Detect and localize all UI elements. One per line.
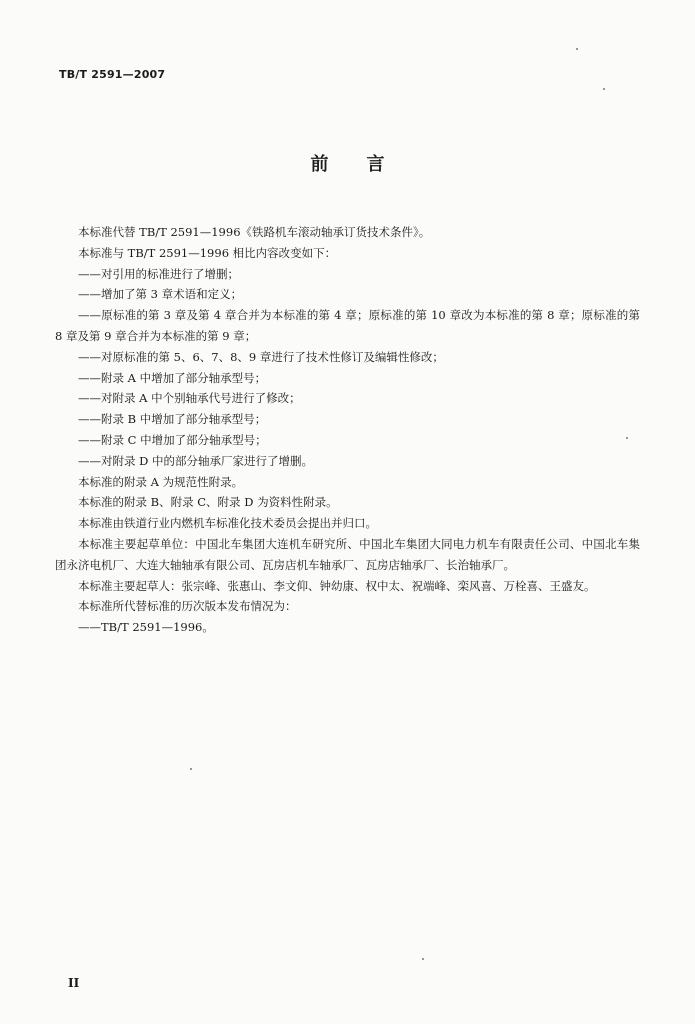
list-item: ——附录 C 中增加了部分轴承型号； bbox=[78, 432, 267, 447]
page-number: II bbox=[68, 976, 80, 990]
list-item: ——TB/T 2591—1996。 bbox=[78, 620, 214, 635]
standard-code: TB/T 2591—2007 bbox=[59, 68, 166, 81]
paragraph-drafting-units: 本标准主要起草单位：中国北车集团大连机车研究所、中国北车集团大同电力机车有限责任公司、中国北车集团永济电机厂、大连大轴轴承有限公司、瓦房店机车轴承厂、瓦房店轴承厂、长治轴承厂。 bbox=[55, 536, 640, 572]
list-item: ——对引用的标准进行了增删； bbox=[78, 266, 239, 281]
page-title: 前言 bbox=[310, 154, 423, 175]
list-item: ——原标准的第 3 章及第 4 章合并为本标准的第 4 章；原标准的第 10 章改为本标准的第 8 章；原标准的第 8 章及第 9 章合并为本标准的第 9 章； bbox=[55, 308, 640, 343]
scan-speck bbox=[190, 768, 192, 770]
scan-speck bbox=[576, 48, 578, 50]
scan-speck bbox=[603, 88, 605, 90]
paragraph-changes-intro: 本标准与 TB/T 2591—1996 相比内容改变如下： bbox=[78, 245, 337, 260]
list-item: ——对附录 D 中的部分轴承厂家进行了增删。 bbox=[78, 453, 314, 468]
paragraph-proposed-by: 本标准由铁道行业内燃机车标准化技术委员会提出并归口。 bbox=[78, 516, 377, 531]
list-item: ——附录 A 中增加了部分轴承型号； bbox=[78, 370, 267, 385]
paragraph-informative-annexes: 本标准的附录 B、附录 C、附录 D 为资料性附录。 bbox=[78, 495, 338, 510]
list-item: ——对附录 A 中个别轴承代号进行了修改； bbox=[78, 391, 301, 406]
list-item: ——附录 B 中增加了部分轴承型号； bbox=[78, 412, 267, 427]
paragraph-replaces: 本标准代替 TB/T 2591—1996《铁路机车滚动轴承订货技术条件》。 bbox=[78, 225, 431, 239]
paragraph-history-intro: 本标准所代替标准的历次版本发布情况为： bbox=[78, 599, 297, 614]
paragraph-normative-annex: 本标准的附录 A 为规范性附录。 bbox=[78, 474, 244, 489]
scan-speck bbox=[422, 958, 424, 960]
list-item: ——对原标准的第 5、6、7、8、9 章进行了技术性修订及编辑性修改； bbox=[78, 349, 444, 364]
foreword-body bbox=[55, 222, 640, 638]
scan-speck bbox=[626, 437, 628, 439]
paragraph-drafters: 本标准主要起草人：张宗峰、张惠山、李文仰、钟幼康、权中太、祝端峰、栾风喜、万栓喜、王盛友。 bbox=[78, 578, 596, 593]
list-item: ——增加了第 3 章术语和定义； bbox=[78, 287, 243, 302]
